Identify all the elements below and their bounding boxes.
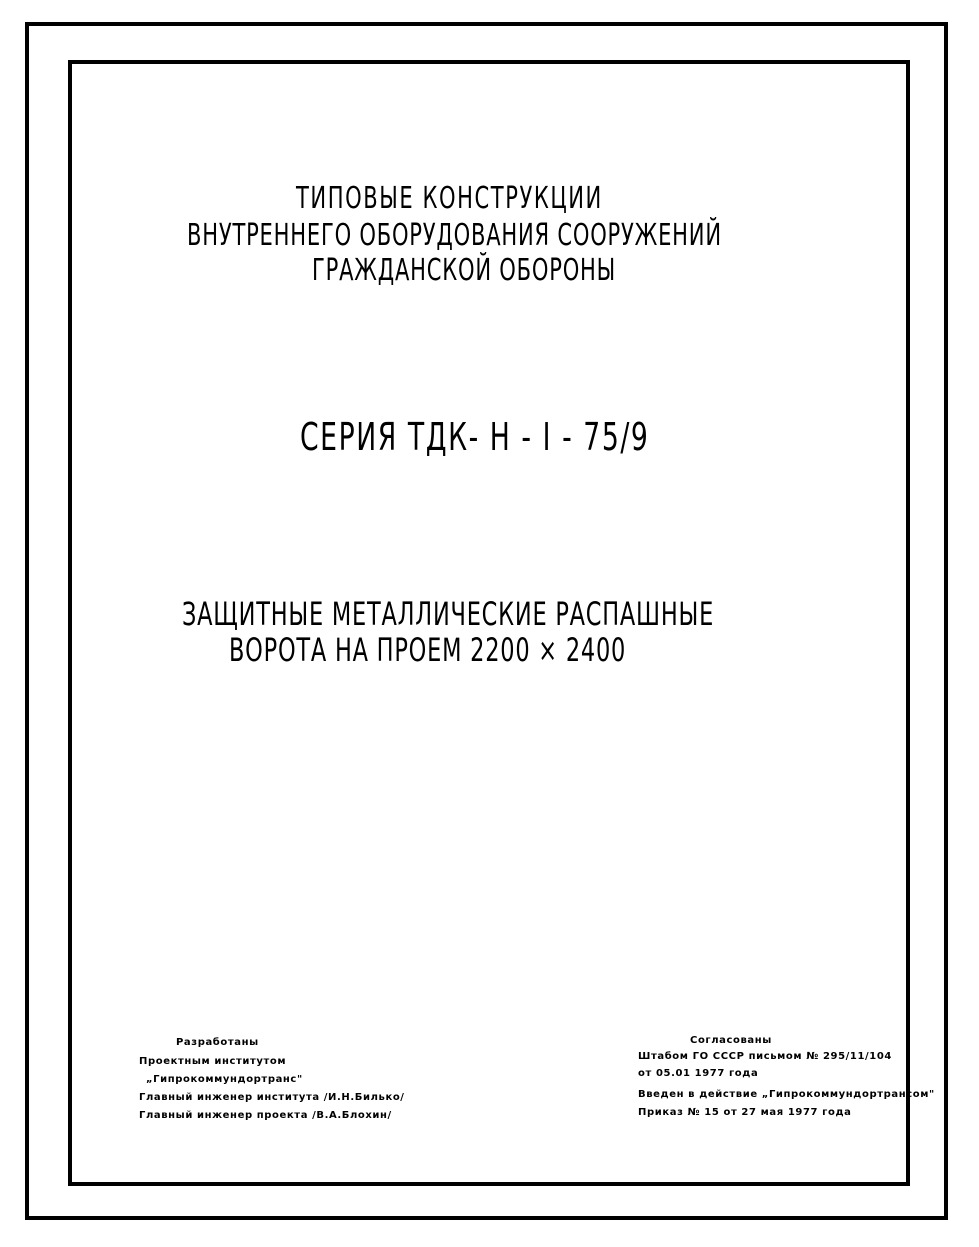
developer-line-2: „Гипрокоммундортранс" xyxy=(146,1074,303,1085)
developer-line-3: Главный инженер института /И.Н.Билько/ xyxy=(139,1092,405,1103)
work-title-line-2: ВОРОТА НА ПРОЕМ 2200 × 2400 xyxy=(229,631,627,669)
series-designation: СЕРИЯ ТДК- Н - I - 75/9 xyxy=(300,415,650,459)
developer-heading: Разработаны xyxy=(176,1037,259,1048)
developer-line-1: Проектным институтом xyxy=(139,1056,287,1067)
approval-line-4: Приказ № 15 от 27 мая 1977 года xyxy=(638,1107,852,1118)
title-line-1: ТИПОВЫЕ КОНСТРУКЦИИ xyxy=(296,181,603,216)
title-line-3: ГРАЖДАНСКОЙ ОБОРОНЫ xyxy=(312,253,617,288)
approval-line-2: от 05.01 1977 года xyxy=(638,1068,759,1079)
developer-line-4: Главный инженер проекта /В.А.Блохин/ xyxy=(139,1110,392,1121)
approval-line-3: Введен в действие „Гипрокоммундортрансом" xyxy=(638,1089,935,1100)
approval-heading: Согласованы xyxy=(690,1035,772,1046)
work-title-line-1: ЗАЩИТНЫЕ МЕТАЛЛИЧЕСКИЕ РАСПАШНЫЕ xyxy=(182,595,715,633)
approval-line-1: Штабом ГО СССР письмом № 295/11/104 xyxy=(638,1051,892,1062)
title-line-2: ВНУТРЕННЕГО ОБОРУДОВАНИЯ СООРУЖЕНИЙ xyxy=(187,218,722,253)
